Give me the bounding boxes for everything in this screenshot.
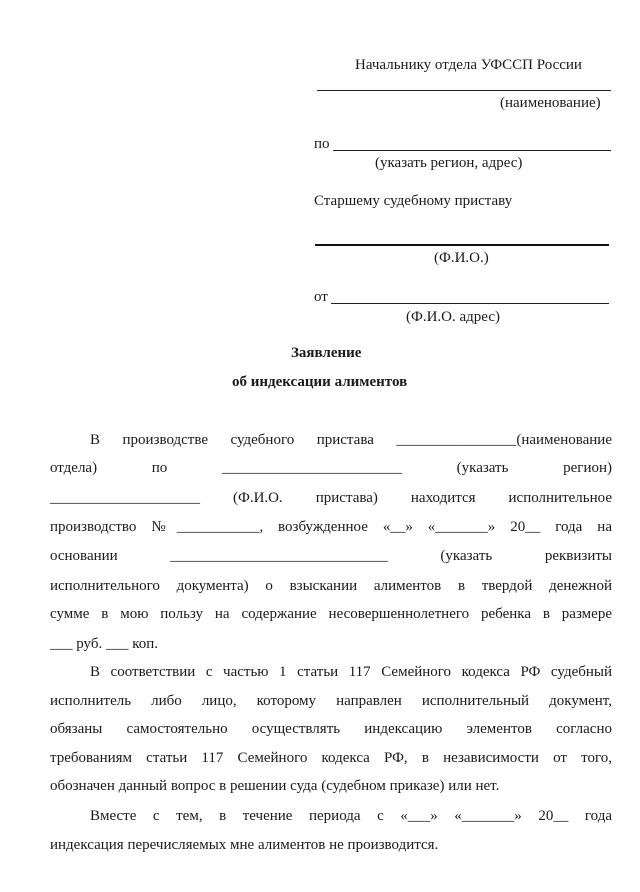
from-field xyxy=(331,303,609,304)
p1-line-5: основании _____________________________ (указать реквизиты xyxy=(50,548,612,564)
p1-line-4: производство №___________, возбужденное «__» «_______» 20__ года на xyxy=(50,519,612,535)
p1-line-8: ___ руб. ___ коп. xyxy=(50,636,159,652)
document-title: Заявление xyxy=(291,345,362,361)
senior-fio-hint: (Ф.И.О.) xyxy=(434,250,489,266)
p2-line-3: обязаны самостоятельно осуществлять индексацию элементов согласно xyxy=(50,721,612,737)
p2-line-5: обозначен данный вопрос в решении суда (судебном приказе) или нет. xyxy=(50,778,500,794)
senior-bailiff-line: Старшему судебному приставу xyxy=(314,193,513,209)
p1-line-7: сумме в мою пользу на содержание несовершеннолетнего ребенка в размере xyxy=(50,606,612,622)
p2-line-1: В соответствии с частью 1 статьи 117 Семейного кодекса РФ судебный xyxy=(90,664,612,680)
addressee-name-field xyxy=(317,90,611,91)
p2-line-2: исполнитель либо лицо, которому направлен исполнительный документ, xyxy=(50,693,612,709)
senior-fio-field xyxy=(315,244,609,246)
from-prefix: от xyxy=(314,289,328,305)
p1-line-1: В производстве судебного пристава ________________(наименование xyxy=(90,432,612,448)
p3-line-2: индексация перечисляемых мне алиментов не производится. xyxy=(50,837,439,853)
p1-line-3: ____________________ (Ф.И.О. пристава) находится исполнительное xyxy=(50,490,612,506)
p2-line-4: требованиям статьи 117 Семейного кодекса РФ, в независимости от того, xyxy=(50,750,612,766)
p1-line-2: отдела) по ________________________ (указать регион) xyxy=(50,460,612,476)
addressee-line: Начальнику отдела УФССП России xyxy=(355,57,582,73)
from-hint: (Ф.И.О. адрес) xyxy=(406,309,500,325)
addressee-name-hint: (наименование) xyxy=(500,95,601,111)
region-field xyxy=(333,150,611,151)
document-subtitle: об индексации алиментов xyxy=(232,374,408,390)
po-prefix: по xyxy=(314,136,330,152)
region-hint: (указать регион, адрес) xyxy=(375,155,523,171)
p3-line-1: Вместе с тем, в течение периода с «___» «_______» 20__ года xyxy=(90,808,612,824)
p1-line-6: исполнительного документа) о взыскании алиментов в твердой денежной xyxy=(50,578,612,594)
